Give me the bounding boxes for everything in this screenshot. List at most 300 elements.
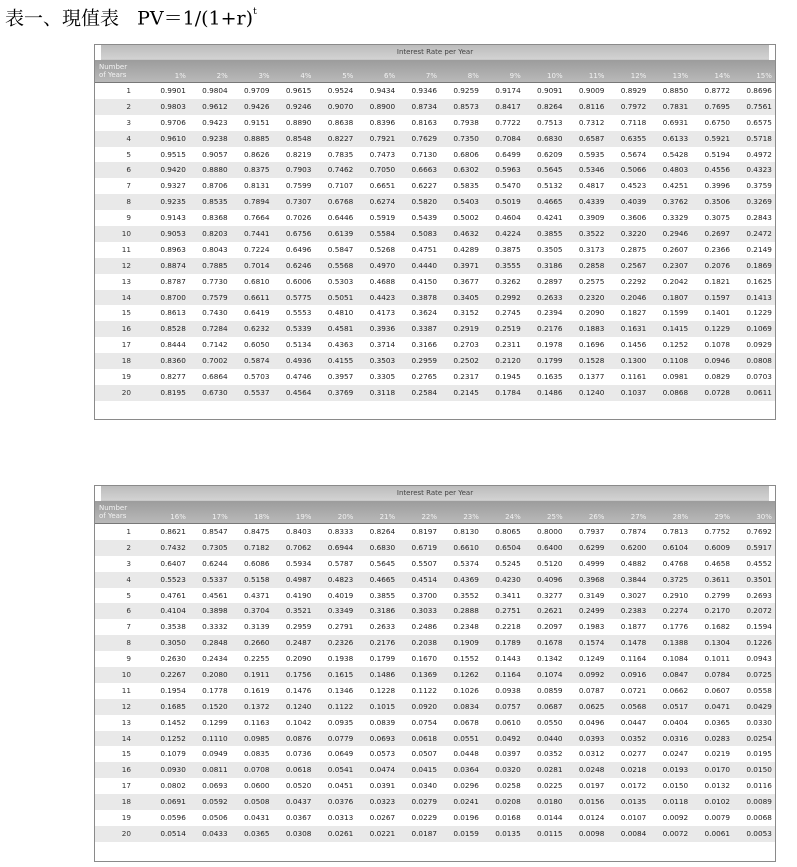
rate-header: 14% [714,72,731,80]
value-cell: 0.9434 [369,86,396,95]
value-cell: 0.0736 [285,749,312,759]
rate-header: 29% [714,513,731,521]
value-cell: 0.3624 [411,308,438,318]
value-cell: 0.7885 [202,260,228,270]
year-cell: 3 [126,558,131,568]
value-cell: 0.3909 [578,213,605,223]
value-cell: 0.1026 [453,685,479,695]
value-cell: 0.6086 [244,558,270,568]
value-cell: 0.0829 [704,372,731,382]
value-cell: 0.1528 [578,356,605,366]
value-cell: 0.2267 [160,670,186,680]
value-cell: 0.8850 [662,86,689,95]
table-row [95,274,775,290]
value-cell: 0.8548 [285,133,312,143]
year-cell: 17 [121,340,131,350]
value-cell: 0.0219 [704,749,731,759]
table-caption: Interest Rate per Year [101,45,769,60]
value-cell: 0.6419 [244,308,270,318]
value-cell: 0.0938 [495,685,521,695]
rate-header: 23% [463,513,479,521]
value-cell: 0.6651 [369,181,396,191]
value-cell: 0.2693 [746,590,772,600]
value-cell: 0.3855 [369,590,396,600]
year-cell: 8 [126,197,131,207]
rate-header: 8% [467,72,479,80]
value-cell: 0.8333 [327,527,354,536]
table-row [95,667,775,683]
value-cell: 0.1415 [662,324,689,334]
value-cell: 0.2697 [704,229,731,239]
value-cell: 0.3411 [495,590,521,600]
value-cell: 0.0089 [746,797,772,807]
value-cell: 0.9246 [285,101,312,111]
table-row [95,746,775,762]
value-cell: 0.1304 [704,638,731,648]
value-cell: 0.9515 [160,149,186,159]
value-cell: 0.7462 [327,165,354,175]
value-cell: 0.1122 [411,685,438,695]
value-cell: 0.1078 [704,340,731,350]
value-cell: 0.0992 [578,670,605,680]
value-cell: 0.2799 [704,590,731,600]
value-cell: 0.7664 [244,213,270,223]
number-of-years-header [95,501,147,523]
value-cell: 0.1377 [578,372,605,382]
value-cell: 0.8696 [746,86,772,95]
value-cell: 0.0281 [537,765,563,775]
value-cell: 0.6244 [202,558,228,568]
value-cell: 0.5051 [327,292,354,302]
value-cell: 0.3762 [662,197,689,207]
value-cell: 0.7350 [453,133,479,143]
value-cell: 0.5019 [495,197,521,207]
value-cell: 0.3971 [453,260,479,270]
year-cell: 3 [126,117,131,127]
value-cell: 0.0693 [369,733,396,743]
value-cell: 0.1262 [453,670,479,680]
value-cell: 0.0787 [578,685,605,695]
value-cell: 0.0431 [244,813,270,823]
value-cell: 0.0757 [495,701,521,711]
value-cell: 0.0429 [746,701,772,711]
value-cell: 0.6246 [285,260,312,270]
value-cell: 0.0316 [662,733,689,743]
value-cell: 0.4224 [495,229,521,239]
value-cell: 0.7084 [495,133,521,143]
value-cell: 0.1252 [160,733,186,743]
value-cell: 0.6299 [578,542,605,552]
value-cell: 0.0916 [620,670,647,680]
table-row [95,826,775,842]
value-cell: 0.1784 [495,387,521,397]
value-cell: 0.8203 [202,229,228,239]
value-cell: 0.5787 [327,558,354,568]
value-cell: 0.5428 [662,149,689,159]
year-cell: 6 [126,165,131,175]
value-cell: 0.5537 [244,387,270,397]
value-cell: 0.5470 [495,181,521,191]
value-cell: 0.1084 [662,654,689,664]
value-cell: 0.4289 [453,244,479,254]
value-cell: 0.2042 [662,276,689,286]
value-cell: 0.0920 [411,701,438,711]
value-cell: 0.0365 [244,828,270,838]
rate-header: 21% [379,513,396,521]
year-cell: 11 [121,685,131,695]
value-cell: 0.0985 [244,733,270,743]
value-cell: 0.3173 [578,244,605,254]
year-cell: 18 [121,797,131,807]
value-cell: 0.0258 [495,781,521,791]
table-header-row [95,60,775,83]
year-cell: 16 [121,324,131,334]
value-cell: 0.5674 [620,149,647,159]
value-cell: 0.0115 [537,828,563,838]
value-cell: 0.5374 [453,558,479,568]
value-cell: 0.1678 [537,638,563,648]
rate-header: 13% [672,72,689,80]
value-cell: 0.4440 [411,260,438,270]
year-cell: 15 [121,308,131,318]
title-main: 表一、現值表 [5,7,120,30]
value-cell: 0.0330 [746,717,772,727]
value-cell: 0.1161 [620,372,647,382]
rate-header: 22% [421,513,438,521]
table-row [95,715,775,731]
value-cell: 0.5835 [453,181,479,191]
value-cell: 0.7831 [662,101,689,111]
value-cell: 0.4604 [495,213,521,223]
value-cell: 0.1372 [244,701,270,711]
value-cell: 0.0839 [369,717,396,727]
value-cell: 0.2703 [453,340,479,350]
value-cell: 0.2919 [453,324,479,334]
value-cell: 0.5158 [244,574,270,584]
value-cell: 0.7062 [285,542,312,552]
rate-header: 2% [216,72,228,80]
value-cell: 0.5645 [537,165,563,175]
rate-header: 25% [547,513,563,521]
rate-header: 18% [254,513,270,521]
value-cell: 0.0550 [537,717,563,727]
header-line-2: of Years [99,71,127,79]
value-cell: 0.0415 [411,765,438,775]
table-row [95,178,775,194]
value-cell: 0.0946 [704,356,731,366]
value-cell: 0.0808 [746,356,772,366]
value-cell: 0.2487 [285,638,312,648]
value-cell: 0.8417 [495,101,521,111]
value-cell: 0.2630 [160,654,186,664]
value-cell: 0.1443 [495,654,521,664]
value-cell: 0.0811 [202,765,228,775]
value-cell: 0.3506 [704,197,731,207]
value-cell: 0.1938 [327,654,354,664]
value-cell: 0.1452 [160,717,186,727]
value-cell: 0.8277 [160,372,186,382]
value-cell: 0.1954 [160,685,186,695]
value-cell: 0.2499 [578,606,605,616]
value-cell: 0.9327 [160,181,186,191]
year-cell: 12 [121,260,131,270]
value-cell: 0.0352 [620,733,647,743]
value-cell: 0.1799 [369,654,396,664]
value-cell: 0.7430 [202,308,228,318]
value-cell: 0.0433 [202,828,228,838]
value-cell: 0.6302 [453,165,479,175]
year-cell: 17 [121,781,131,791]
value-cell: 0.3033 [411,606,438,616]
value-cell: 0.9803 [160,101,186,111]
value-cell: 0.6730 [202,387,228,397]
rate-header: 27% [630,513,647,521]
value-cell: 0.4632 [453,229,479,239]
year-cell: 10 [121,229,131,239]
value-cell: 0.9615 [285,86,312,95]
value-cell: 0.0611 [746,387,772,397]
value-cell: 0.0135 [495,828,521,838]
value-cell: 0.7473 [369,149,396,159]
value-cell: 0.3505 [537,244,563,254]
table-row [95,337,775,353]
value-cell: 0.4665 [537,197,563,207]
value-cell: 0.4096 [537,574,563,584]
table-row [95,524,775,540]
value-cell: 0.0308 [285,828,312,838]
value-cell: 0.1682 [704,622,731,632]
value-cell: 0.0949 [202,749,228,759]
value-cell: 0.4230 [495,574,521,584]
value-cell: 0.6355 [620,133,647,143]
value-cell: 0.5553 [285,308,312,318]
value-cell: 0.4423 [369,292,396,302]
value-cell: 0.0340 [411,781,438,791]
value-cell: 0.2090 [578,308,605,318]
value-cell: 0.4970 [369,260,396,270]
value-cell: 0.0320 [495,765,521,775]
value-cell: 0.4514 [411,574,438,584]
year-cell: 5 [126,590,131,600]
year-cell: 18 [121,356,131,366]
value-cell: 0.7972 [620,101,647,111]
value-cell: 0.1983 [578,622,605,632]
value-cell: 0.1226 [746,638,772,648]
value-cell: 0.7692 [746,527,772,536]
value-cell: 0.9426 [244,101,270,111]
value-cell: 0.7284 [202,324,228,334]
table-row [95,731,775,747]
present-value-table-1 [94,44,776,420]
value-cell: 0.5303 [327,276,354,286]
value-cell: 0.3118 [369,387,396,397]
value-cell: 0.9706 [160,117,186,127]
value-cell: 0.8626 [244,149,270,159]
rate-header: 10% [547,72,563,80]
value-cell: 0.2486 [411,622,438,632]
value-cell: 0.2751 [495,606,521,616]
value-cell: 0.0607 [704,685,731,695]
value-cell: 0.2584 [411,387,438,397]
value-cell: 0.0376 [327,797,354,807]
value-cell: 0.7142 [202,340,228,350]
header-line-1: Number [99,63,128,71]
value-cell: 0.0218 [620,765,647,775]
value-cell: 0.0687 [537,701,563,711]
value-cell: 0.4746 [285,372,312,382]
value-cell: 0.1164 [495,670,521,680]
value-cell: 0.0283 [704,733,731,743]
value-cell: 0.8403 [285,527,312,536]
value-cell: 0.5775 [285,292,312,302]
value-cell: 0.0929 [746,340,772,350]
value-cell: 0.0159 [453,828,479,838]
value-cell: 0.0193 [662,765,689,775]
value-cell: 0.0868 [662,387,689,397]
value-cell: 0.3538 [160,622,186,632]
value-cell: 0.7014 [244,260,270,270]
value-cell: 0.1696 [578,340,605,350]
value-cell: 0.9091 [537,86,563,95]
value-cell: 0.7579 [202,292,228,302]
value-cell: 0.3552 [453,590,479,600]
value-cell: 0.3305 [369,372,396,382]
value-cell: 0.1911 [244,670,270,680]
value-cell: 0.5718 [746,133,772,143]
value-cell: 0.0367 [285,813,312,823]
value-cell: 0.6768 [327,197,354,207]
value-cell: 0.0618 [411,733,438,743]
value-cell: 0.5403 [453,197,479,207]
value-cell: 0.2888 [453,606,479,616]
table-row [95,619,775,635]
year-cell: 9 [126,654,131,664]
table-row [95,242,775,258]
value-cell: 0.0229 [411,813,438,823]
table-row [95,83,775,99]
value-cell: 0.0625 [578,701,605,711]
value-cell: 0.6810 [244,276,270,286]
value-cell: 0.6587 [578,133,605,143]
value-cell: 0.0261 [327,828,354,838]
year-cell: 13 [121,276,131,286]
table-body [95,524,775,842]
value-cell: 0.1552 [453,654,479,664]
value-cell: 0.3277 [537,590,563,600]
value-cell: 0.2046 [620,292,647,302]
value-cell: 0.7307 [285,197,312,207]
value-cell: 0.2745 [495,308,521,318]
value-cell: 0.0448 [453,749,479,759]
value-cell: 0.7894 [244,197,270,207]
value-cell: 0.5083 [411,229,438,239]
value-cell: 0.7874 [620,527,647,536]
value-cell: 0.0116 [746,781,772,791]
value-cell: 0.2959 [411,356,438,366]
value-cell: 0.4817 [578,181,605,191]
value-cell: 0.0859 [537,685,563,695]
value-cell: 0.0079 [704,813,731,823]
value-cell: 0.1011 [704,654,731,664]
value-cell: 0.0053 [746,828,772,838]
value-cell: 0.1909 [453,638,479,648]
value-cell: 0.1799 [537,356,563,366]
value-cell: 0.6611 [244,292,270,302]
value-cell: 0.7118 [620,117,647,127]
value-cell: 0.1685 [160,701,186,711]
value-cell: 0.1599 [662,308,689,318]
value-cell: 0.0195 [746,749,772,759]
value-cell: 0.3714 [369,340,396,350]
table-row [95,810,775,826]
rate-header: 3% [258,72,270,80]
value-cell: 0.7629 [411,133,438,143]
value-cell: 0.0558 [746,685,772,695]
value-cell: 0.5917 [746,542,772,552]
value-cell: 0.4363 [327,340,354,350]
value-cell: 0.7182 [244,542,270,552]
value-cell: 0.3875 [495,244,521,254]
value-cell: 0.3027 [620,590,647,600]
value-cell: 0.8885 [244,133,270,143]
value-cell: 0.4323 [746,165,772,175]
value-cell: 0.0568 [620,701,647,711]
value-cell: 0.3186 [537,260,563,270]
value-cell: 0.0391 [369,781,396,791]
value-cell: 0.8700 [160,292,186,302]
rate-header: 5% [342,72,354,80]
value-cell: 0.3936 [369,324,396,334]
value-cell: 0.2255 [244,654,270,664]
value-cell: 0.7722 [495,117,521,127]
value-cell: 0.0118 [662,797,689,807]
value-cell: 0.0124 [578,813,605,823]
value-cell: 0.3521 [285,606,312,616]
year-cell: 6 [126,606,131,616]
value-cell: 0.2946 [662,229,689,239]
value-cell: 0.1413 [746,292,772,302]
year-cell: 8 [126,638,131,648]
value-cell: 0.5645 [369,558,396,568]
value-cell: 0.0596 [160,813,186,823]
value-cell: 0.0187 [411,828,438,838]
value-cell: 0.4810 [327,308,354,318]
value-cell: 0.3269 [746,197,772,207]
rate-header: 7% [425,72,438,80]
value-cell: 0.1756 [285,670,312,680]
value-cell: 0.1164 [620,654,647,664]
value-cell: 0.6496 [285,244,312,254]
table-header-row [95,501,775,524]
value-cell: 0.8116 [578,101,605,111]
value-cell: 0.0474 [369,765,396,775]
value-cell: 0.4150 [411,276,438,286]
value-cell: 0.0779 [327,733,354,743]
value-cell: 0.1807 [662,292,689,302]
value-cell: 0.4768 [662,558,689,568]
value-cell: 0.2575 [578,276,605,286]
value-cell: 0.1369 [411,670,438,680]
value-cell: 0.2366 [704,244,731,254]
value-cell: 0.4665 [369,574,396,584]
value-cell: 0.1821 [704,276,731,286]
value-cell: 0.8368 [202,213,228,223]
year-cell: 2 [126,542,131,552]
table-row [95,210,775,226]
value-cell: 0.8264 [537,101,563,111]
value-cell: 0.0247 [662,749,689,759]
value-cell: 0.2660 [244,638,270,648]
